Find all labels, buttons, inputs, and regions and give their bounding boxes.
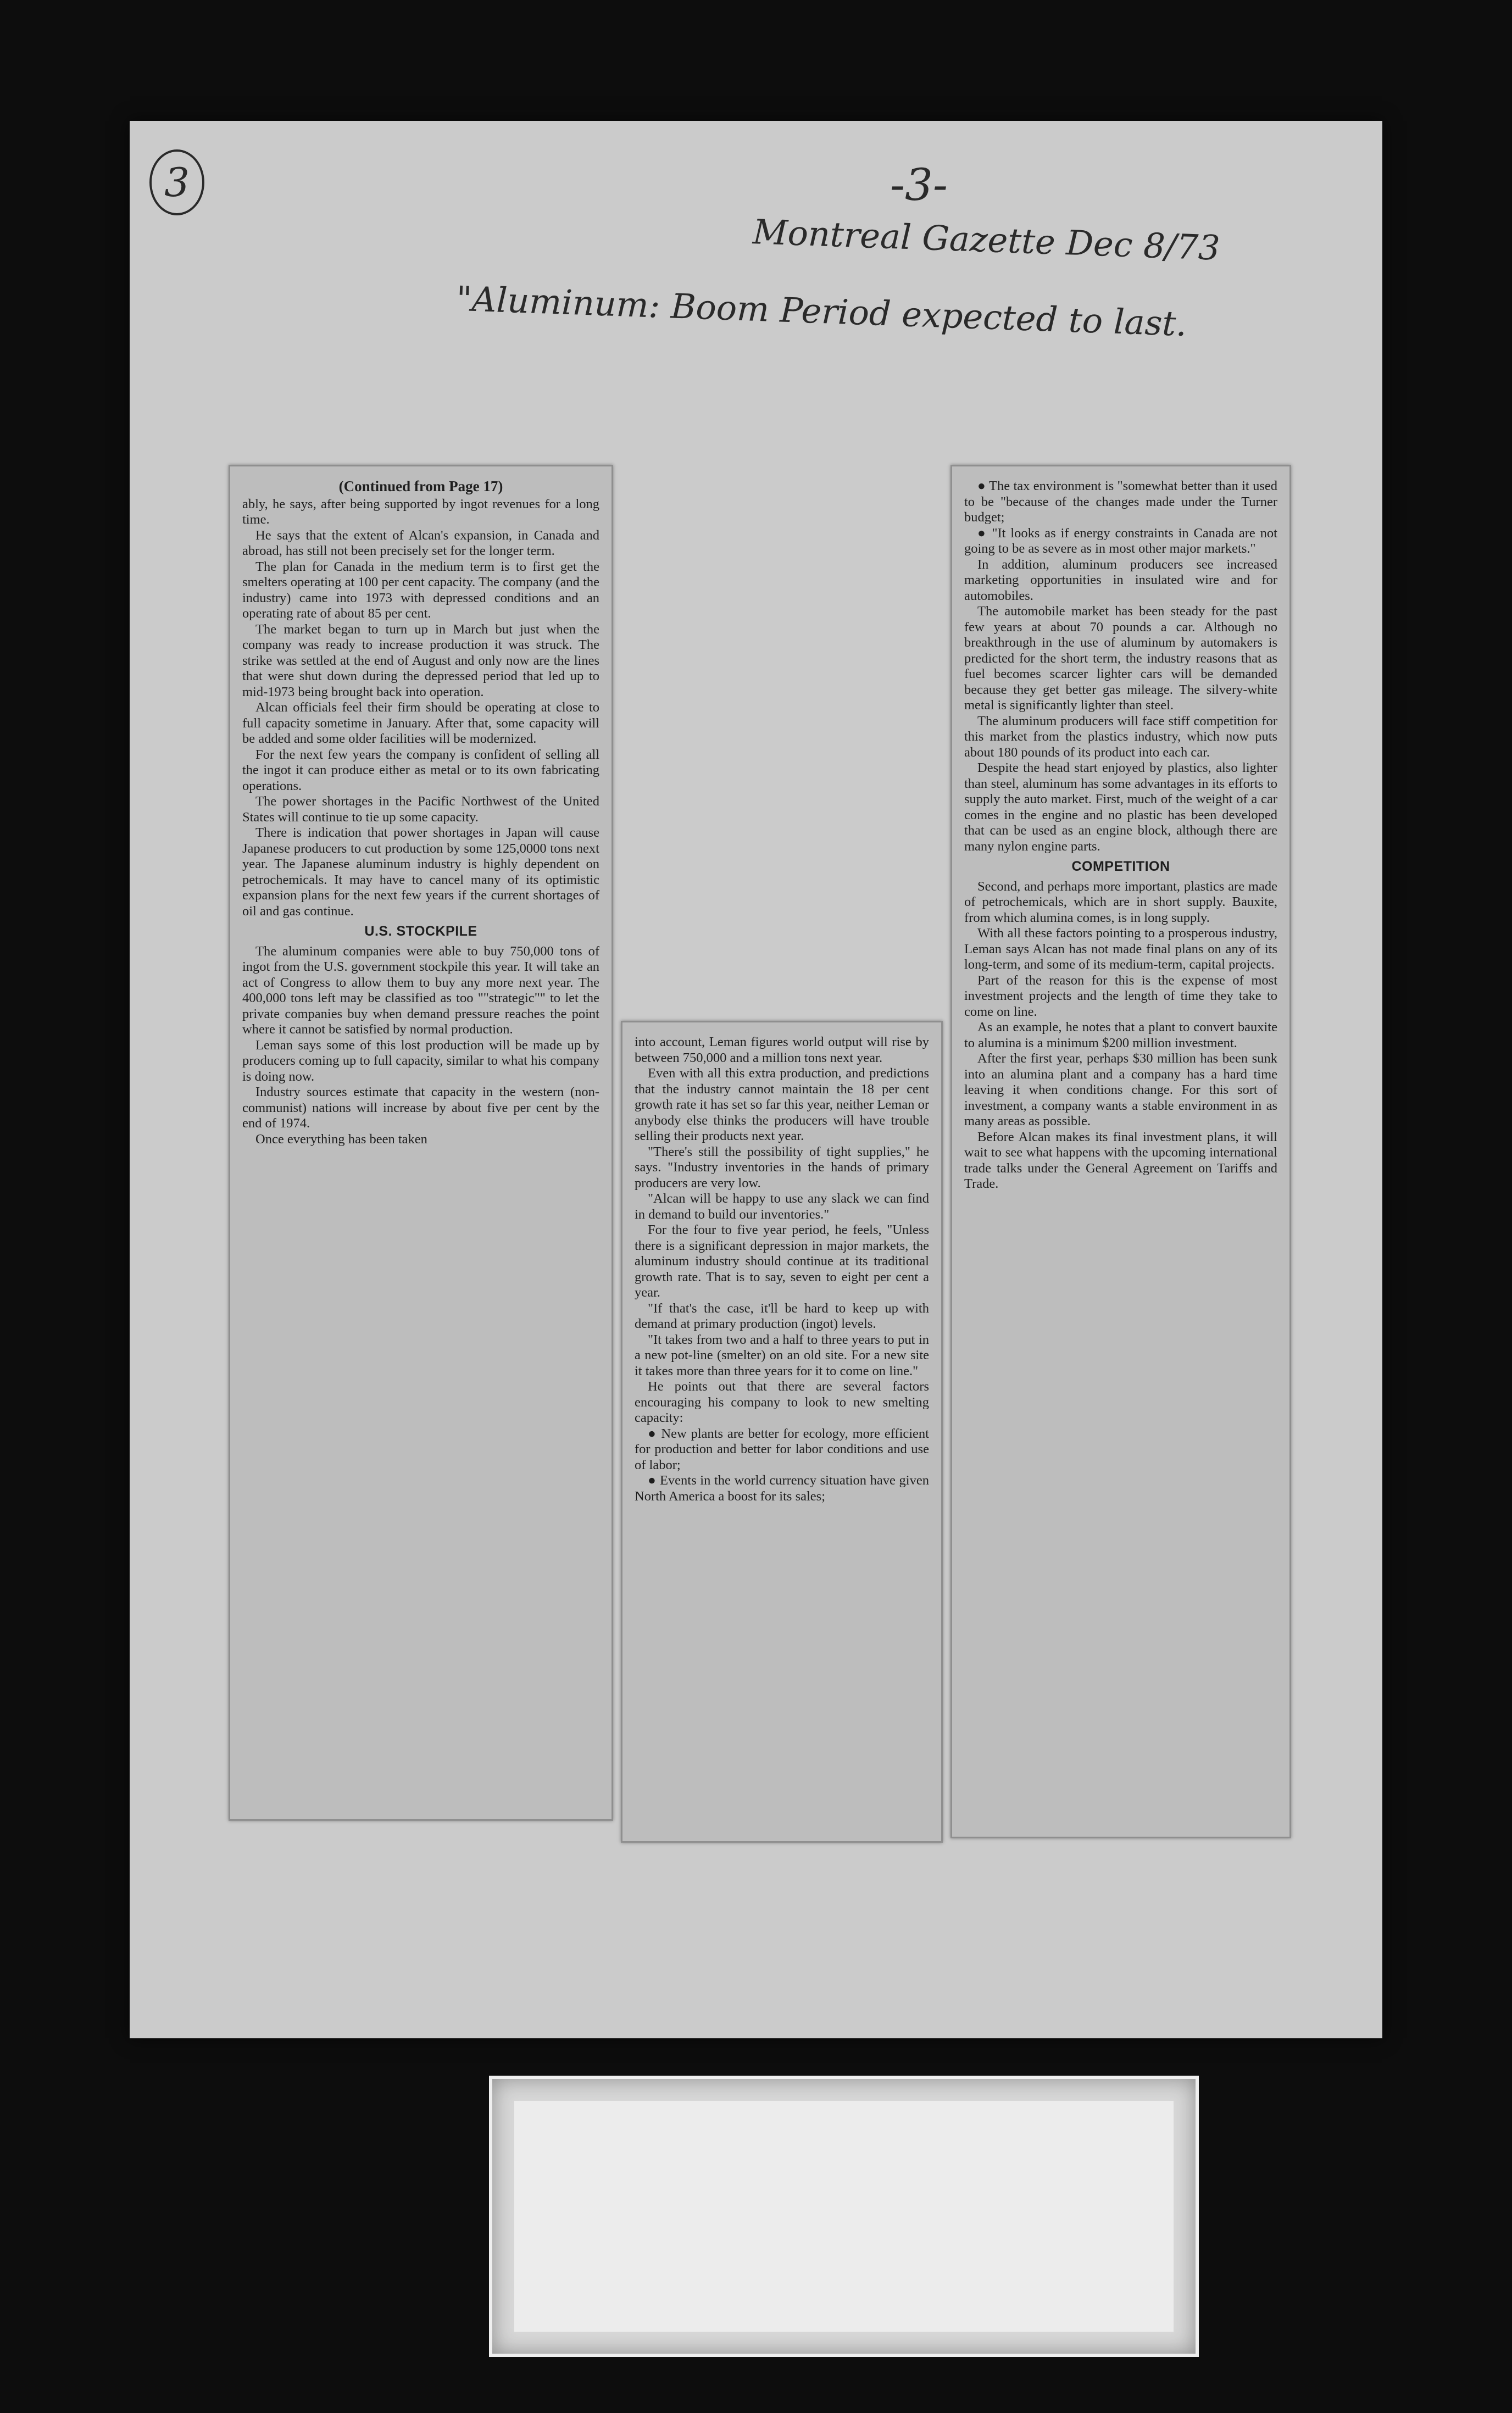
section-heading: COMPETITION: [1071, 859, 1170, 874]
paragraph: For the next few years the company is confident of selling all the ingot it can produce either as metal or to its own fabricating operations.: [242, 747, 599, 793]
paragraph: "Alcan will be happy to use any slack we can find in demand to build our inventories.": [635, 1191, 929, 1222]
paragraph: The plan for Canada in the medium term is to first get the smelters operating at 100 per cent capacity. The company (and the industry) came into 1973 with depressed conditions and an operating rate of about 85 per cent.: [242, 559, 599, 621]
page-marker: -3-: [890, 159, 948, 210]
section-heading: U.S. STOCKPILE: [364, 924, 477, 939]
paragraph: With all these factors pointing to a prosperous industry, Leman says Alcan has not made final plans on any of its long-term, and some of its medium-term, capital projects.: [964, 926, 1277, 972]
paragraph: into account, Leman figures world output will rise by between 750,000 and a million tons next year.: [635, 1035, 929, 1065]
paragraph: Leman says some of this lost production will be made up by producers coming up to full capacity, similar to what his company is doing now.: [242, 1037, 599, 1084]
paragraph: The automobile market has been steady for the past few years at about 70 pounds a car. Although no breakthrough in the use of aluminum by automakers is predicted for the short term, the industry reasons that as fuel becomes scarcer lighter cars will be demanded because they get better gas mileage. The silvery-white metal is significantly lighter than steel.: [964, 604, 1277, 713]
bullet-paragraph: ● Events in the world currency situation have given North America a boost for its sales;: [635, 1473, 929, 1504]
circled-page-number: 3: [149, 149, 204, 215]
paragraph: Despite the head start enjoyed by plastics, also lighter than steel, aluminum has some advantages in its efforts to supply the auto market. First, much of the weight of a car comes in the engine and no plastic has been developed that can be used as an engine block, although there are many nylon engine parts.: [964, 760, 1277, 854]
paragraph: Before Alcan makes its final investment plans, it will wait to see what happens with the upcoming international trade talks under the General Agreement on Tariffs and Trade.: [964, 1129, 1277, 1191]
paragraph: As an example, he notes that a plant to convert bauxite to alumina is a minimum $200 million investment.: [964, 1020, 1277, 1050]
paragraph: "If that's the case, it'll be hard to keep up with demand at primary production (ingot) levels.: [635, 1300, 929, 1331]
handwritten-source: Montreal Gazette Dec 8/73: [752, 212, 1221, 268]
paragraph: Part of the reason for this is the expense of most investment projects and the length of time they take to come on line.: [964, 972, 1277, 1019]
bullet-paragraph: ● "It looks as if energy constraints in Canada are not going to be as severe as in most other major markets.": [964, 526, 1277, 557]
paragraph: The aluminum producers will face stiff competition for this market from the plastics industry, which now puts about 180 pounds of its product into each car.: [964, 713, 1277, 760]
bullet-paragraph: ● New plants are better for ecology, more efficient for production and better for labor conditions and use of labor;: [635, 1426, 929, 1474]
paragraph: The market began to turn up in March but just when the company was ready to increase production it was struck. The strike was settled at the end of August and only now are the lines that were shut down during the depressed period that led up to mid-1973 being brought back into operation.: [242, 621, 599, 699]
paragraph: Once everything has been taken: [255, 1131, 427, 1147]
paragraph: Alcan officials feel their firm should be operating at close to full capacity sometime in January. After that, some capacity will be added and some older facilities will be modernized.: [242, 700, 599, 746]
paragraph: ably, he says, after being supported by ingot revenues for a long time.: [242, 496, 599, 527]
bullet-paragraph: ● The tax environment is "somewhat better than it used to be "because of the changes made under the Turner budget;: [964, 479, 1277, 526]
continued-label: (Continued from Page 17): [338, 478, 503, 494]
paragraph: For the four to five year period, he feels, "Unless there is a significant depression in major markets, the aluminum industry should continue at its traditional growth rate. That is to say, seven to eight per cent a year.: [635, 1222, 929, 1300]
paragraph: The aluminum companies were able to buy 750,000 tons of ingot from the U.S. government stockpile this year. It will take an act of Congress to allow them to buy any more next year. The 400,000 tons left may be classified as too ""strategic"" to let the private companies buy when demand pressure reaches the point where it cannot be satisfied by normal production.: [242, 943, 599, 1037]
paragraph: There is indication that power shortages in Japan will cause Japanese producers to cut production by some 125,0000 tons next year. The Japanese aluminum industry is highly dependent on petrochemicals. It may have to cancel many of its optimistic expansion plans for the next few years if the current shortages of oil and gas continue.: [242, 825, 599, 919]
paragraph: Second, and perhaps more important, plastics are made of petrochemicals, which are in short supply. Bauxite, from which alumina comes, is in long supply.: [964, 879, 1277, 925]
clipping-column-1: [229, 465, 613, 1821]
paragraph: "There's still the possibility of tight supplies," he says. "Industry inventories in the hands of primary producers are very low.: [635, 1144, 929, 1191]
paragraph: Even with all this extra production, and predictions that the industry cannot maintain the 18 per cent growth rate it has set so far this year, neither Leman or anybody else thinks the producers will have trouble selling their products next year.: [635, 1066, 929, 1143]
handwritten-headline: "Aluminum: Boom Period expected to last.: [455, 278, 1188, 344]
film-holder-window: [514, 2101, 1174, 2332]
film-holder-tray: [489, 2076, 1199, 2357]
clipping-column-3: [950, 465, 1291, 1838]
paragraph: In addition, aluminum producers see increased marketing opportunities in insulated wire and for automobiles.: [964, 557, 1277, 603]
paragraph: Industry sources estimate that capacity in the western (non-communist) nations will increase by about five per cent by the end of 1974.: [242, 1085, 599, 1131]
paragraph: He points out that there are several factors encouraging his company to look to new smelting capacity:: [635, 1379, 929, 1425]
paragraph: "It takes from two and a half to three years to put in a new pot-line (smelter) on an old site. For a new site it takes more than three years for it to come on line.": [635, 1332, 929, 1378]
clipping-column-2: [621, 1021, 943, 1843]
paragraph: The power shortages in the Pacific Northwest of the United States will continue to tie up some capacity.: [242, 794, 599, 825]
paragraph: After the first year, perhaps $30 million has been sunk into an alumina plant and a company has a hard time leaving it when conditions change. For this sort of investment, a company wants a stable environment in as many areas as possible.: [964, 1051, 1277, 1128]
paragraph: He says that the extent of Alcan's expansion, in Canada and abroad, has still not been precisely set for the longer term.: [242, 527, 599, 558]
